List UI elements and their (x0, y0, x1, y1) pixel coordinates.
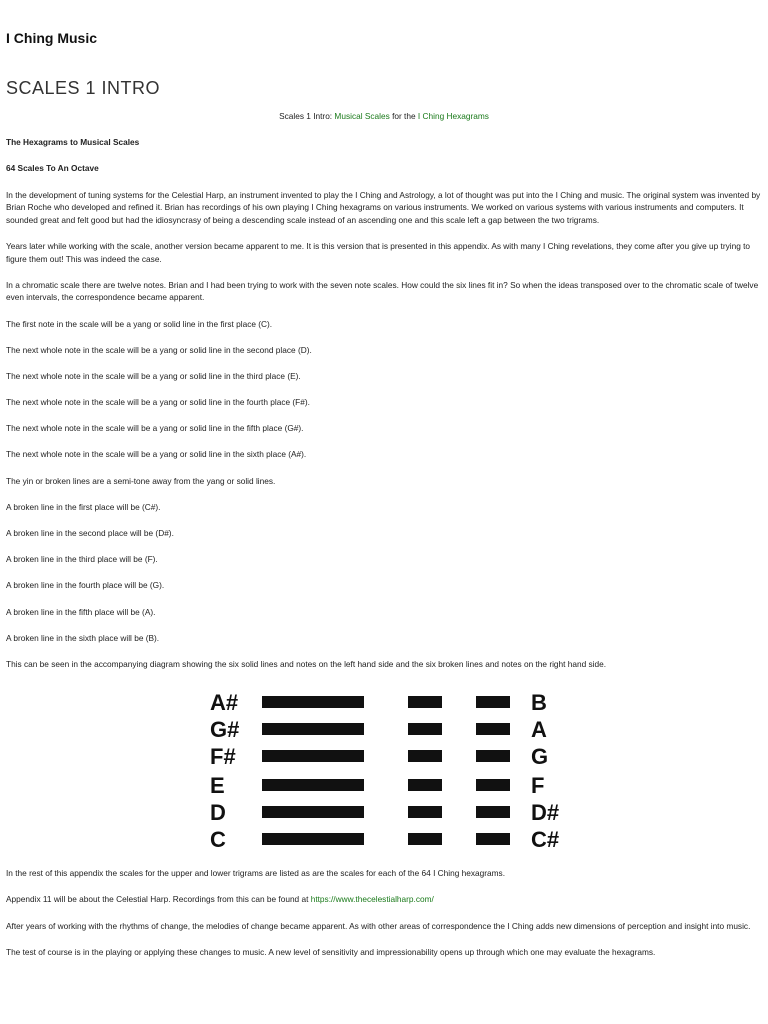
solid-line-2: The next whole note in the scale will be a yang or solid line in the second place (D). (6, 344, 312, 355)
paragraph-years-of-working: After years of working with the rhythms of change, the melodies of change became apparent. As with other areas of correspondence the I Ching adds new dimensions of perception and insight into music. (6, 920, 751, 931)
paragraph-rest-of-appendix: In the rest of this appendix the scales for the upper and lower trigrams are listed as are the scales for each of the 64 I Ching hexagrams. (6, 868, 506, 879)
yin-broken-line-right (476, 806, 510, 818)
paragraph-chromatic: In a chromatic scale there are twelve notes. Brian and I had been trying to work with the seven note scales. How could the six lines fit in? So when the ideas transposed over to the chromatic scale of twelve even intervals, the correspondence became apparent. (6, 279, 759, 303)
yin-broken-line-left (408, 696, 442, 708)
broken-line-1: A broken line in the first place will be (C#). (6, 501, 161, 512)
yin-broken-line-left (408, 723, 442, 735)
yin-broken-line-left (408, 833, 442, 845)
broken-line-2: A broken line in the second place will be (D#). (6, 528, 174, 538)
yang-note-label: C (210, 827, 226, 853)
appendix-prefix: Appendix 11 will be about the Celestial Harp. Recordings from this can be found at (6, 894, 311, 905)
hexagram-scale-diagram (204, 684, 564, 854)
broken-line-4: A broken line in the fourth place will be (G). (6, 580, 165, 591)
paragraph-years-later: Years later while working with the scale, another version became apparent to me. It is this version that is presented in this appendix. As with many I Ching revelations, they come after you give up trying to figure them out! This was indeed the case. (6, 240, 751, 264)
yin-broken-line-left (408, 779, 442, 791)
yin-broken-line-right (476, 696, 510, 708)
yin-note-label: D# (531, 800, 560, 826)
yang-note-label: A# (210, 690, 239, 716)
yin-note-label: F (531, 773, 545, 799)
musical-scales-link[interactable]: Musical Scales (334, 111, 390, 121)
diagram-intro: This can be seen in the accompanying diagram showing the six solid lines and notes on the left hand side and the six broken lines and notes on the right hand side. (6, 658, 607, 669)
yin-note-label: C# (531, 827, 560, 853)
yang-solid-line (262, 750, 364, 762)
solid-line-3: The next whole note in the scale will be a yang or solid line in the third place (E). (6, 370, 301, 381)
site-title[interactable]: I Ching Music (6, 30, 97, 46)
solid-line-6: The next whole note in the scale will be a yang or solid line in the sixth place (A#). (6, 449, 307, 460)
yin-note-label: G (531, 744, 549, 770)
intro-prefix: Scales 1 Intro: (279, 111, 335, 121)
solid-line-5: The next whole note in the scale will be a yang or solid line in the fifth place (G#). (6, 423, 304, 434)
intro-line (6, 110, 762, 123)
yin-broken-line-right (476, 723, 510, 735)
solid-line-1: The first note in the scale will be a yang or solid line in the first place (C). (6, 318, 273, 329)
yin-broken-line-left (408, 806, 442, 818)
paragraph-test: The test of course is in the playing or applying these changes to music. A new level of sensitivity and impressionability opens up through which one may evaluate the hexagrams. (6, 946, 656, 957)
yin-note-label: A (531, 717, 547, 743)
yang-note-label: F# (210, 744, 236, 770)
yin-broken-line-right (476, 750, 510, 762)
yang-solid-line (262, 806, 364, 818)
yin-broken-line-left (408, 750, 442, 762)
paragraph-appendix-11 (6, 893, 762, 906)
yin-paragraph: The yin or broken lines are a semi-tone away from the yang or solid lines. (6, 475, 276, 486)
broken-line-3: A broken line in the third place will be (F). (6, 554, 158, 565)
yang-note-label: E (210, 773, 225, 799)
broken-line-5: A broken line in the fifth place will be (A). (6, 606, 156, 617)
yin-note-label: B (531, 690, 547, 716)
yang-solid-line (262, 723, 364, 735)
page-title: SCALES 1 INTRO (6, 78, 161, 98)
i-ching-hexagrams-link[interactable]: I Ching Hexagrams (417, 111, 489, 121)
yang-solid-line (262, 696, 364, 708)
yang-note-label: G# (210, 717, 240, 743)
yang-note-label: D (210, 800, 226, 826)
heading-hexagrams-to-scales: The Hexagrams to Musical Scales (6, 137, 140, 148)
yang-solid-line (262, 779, 364, 791)
article-content (6, 110, 762, 972)
paragraph-development: In the development of tuning systems for the Celestial Harp, an instrument invented to play the I Ching and Astrology, a lot of thought was put into the I Ching and music. The original system was invented by Brian Roche who developed and refined it. Brian has recordings of his own playing I Ching hexagrams on various instruments. We worked on various systems with various instruments and computers. It sounded great and felt good but had the idiosyncrasy of being a descending scale instead of an ascending one and this scale left a gap between the two trigrams. (6, 189, 761, 225)
heading-64-scales: 64 Scales To An Octave (6, 163, 99, 174)
celestial-harp-link[interactable]: https://www.thecelestialharp.com/ (310, 894, 434, 905)
solid-line-4: The next whole note in the scale will be a yang or solid line in the fourth place (F#). (6, 397, 310, 408)
yin-broken-line-right (476, 833, 510, 845)
broken-line-6: A broken line in the sixth place will be (B). (6, 632, 160, 643)
yang-solid-line (262, 833, 364, 845)
intro-middle: for the (389, 111, 418, 121)
yin-broken-line-right (476, 779, 510, 791)
